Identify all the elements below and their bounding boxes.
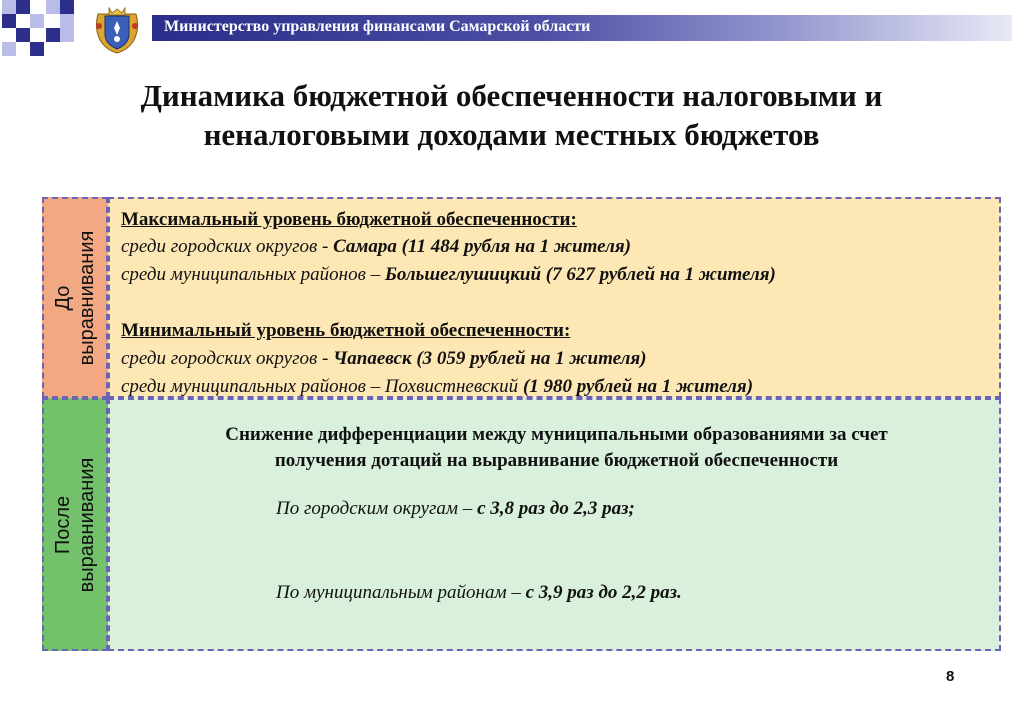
- after-city-line: [276, 497, 635, 521]
- after-summary: [130, 422, 983, 474]
- max-district-prefix: среди муниципальных районов –: [121, 264, 385, 285]
- max-city-prefix: среди городских округов -: [121, 236, 334, 257]
- min-level-line: [121, 319, 570, 343]
- checker-decoration: [0, 0, 90, 56]
- max-city-line: [121, 235, 631, 259]
- ministry-name: Министерство управления финансами Самарской области: [164, 18, 591, 35]
- min-city-prefix: среди городских округов -: [121, 348, 334, 369]
- after-side-label: [42, 398, 108, 651]
- after-panel: [108, 398, 1001, 651]
- max-district-value: Большеглушицкий (7 627 рублей на 1 жителя): [384, 264, 776, 285]
- max-level-heading: Максимальный уровень бюджетной обеспеченности:: [121, 209, 577, 230]
- samara-coat-of-arms-icon: [92, 4, 142, 54]
- before-side-label: [42, 197, 108, 398]
- min-district-value: (1 980 рублей на 1 жителя): [522, 376, 754, 397]
- min-level-heading: Минимальный уровень бюджетной обеспеченности:: [121, 320, 571, 341]
- min-district-line: [121, 375, 753, 399]
- before-label-line-2: выравнивания: [76, 230, 98, 365]
- min-city-line: [121, 347, 646, 371]
- max-level-line: [121, 208, 577, 232]
- title-line-1: Динамика бюджетной обеспеченности налоговыми и: [140, 78, 883, 113]
- max-city-value: Самара: [333, 236, 397, 257]
- after-district-prefix: По муниципальным районам –: [276, 582, 526, 603]
- max-district-line: [121, 263, 776, 287]
- page-title: [40, 76, 983, 154]
- after-city-prefix: По городским округам –: [276, 498, 478, 519]
- before-panel: [108, 197, 1001, 398]
- after-district-line: [276, 581, 682, 605]
- header-bar: [152, 15, 1012, 41]
- after-label-line-1: После: [52, 495, 74, 554]
- max-city-detail: (11 484 рубля на 1 жителя): [396, 236, 631, 257]
- title-line-2: неналоговыми доходами местных бюджетов: [203, 117, 820, 152]
- min-district-prefix: среди муниципальных районов – Похвистневский: [121, 376, 523, 397]
- page-number: 8: [946, 668, 955, 685]
- after-label-line-2: выравнивания: [76, 457, 98, 592]
- after-district-value: с 3,9 раз до 2,2 раз.: [525, 582, 682, 603]
- after-summary-line-1: Снижение дифференциации между муниципальными образованиями за счет: [225, 424, 888, 445]
- min-city-value: Чапаевск (3 059 рублей на 1 жителя): [333, 348, 647, 369]
- before-label-line-1: До: [52, 285, 74, 310]
- after-city-value: с 3,8 раз до 2,3 раз;: [477, 498, 635, 519]
- after-summary-line-2: получения дотаций на выравнивание бюджетной обеспеченности: [274, 450, 839, 471]
